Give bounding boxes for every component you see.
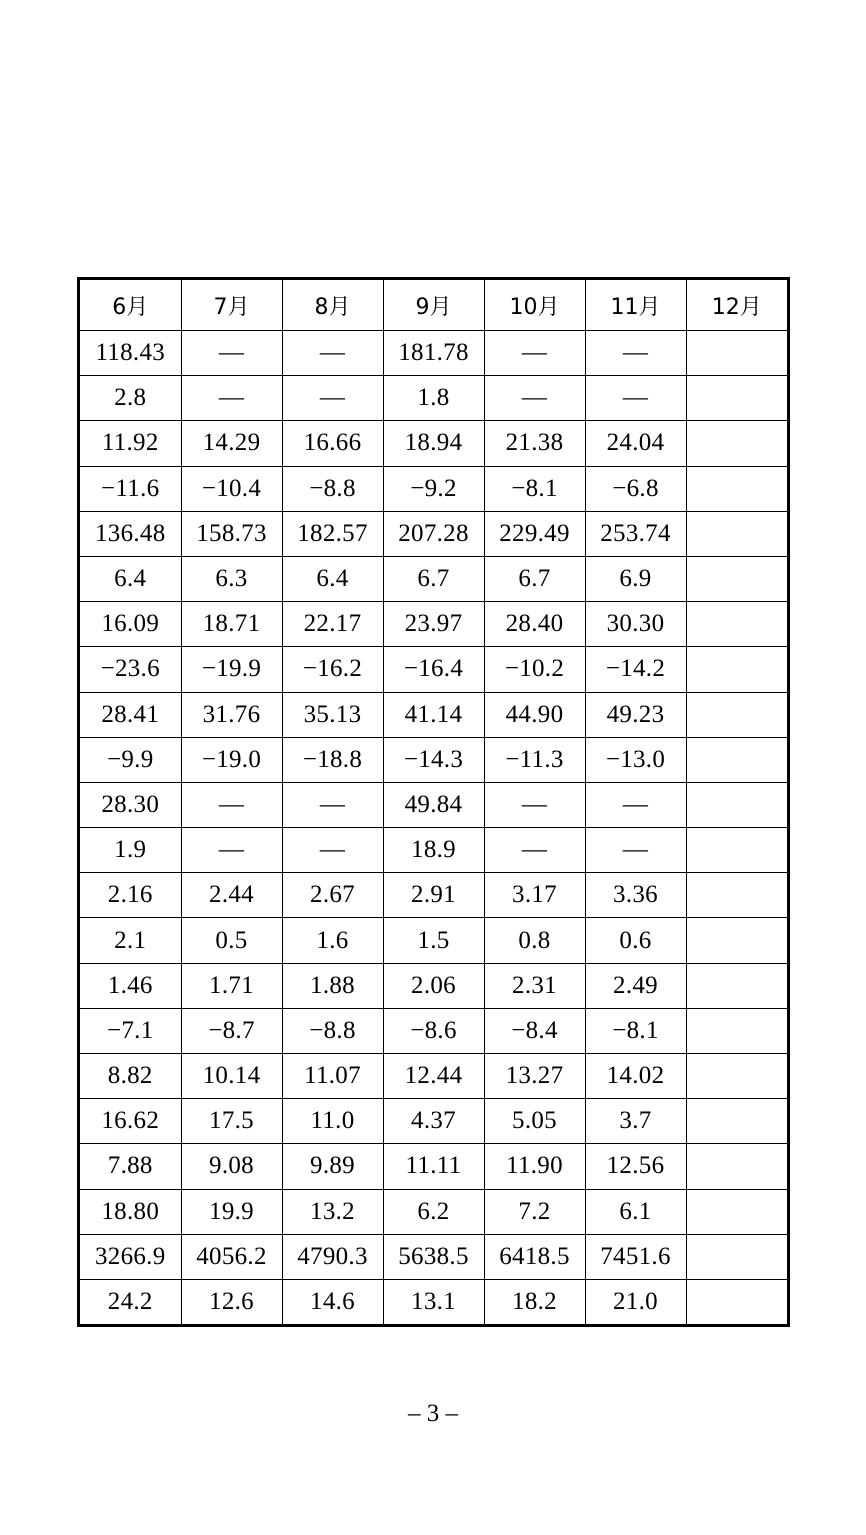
table-cell: 3.17 xyxy=(484,873,585,918)
table-row xyxy=(80,511,787,556)
table-cell: 30.30 xyxy=(585,602,686,647)
table-cell: 10.14 xyxy=(181,1054,282,1099)
table-cell: 2.8 xyxy=(80,376,181,421)
table-cell: 3266.9 xyxy=(80,1234,181,1279)
table-cell: 253.74 xyxy=(585,511,686,556)
table-cell: −8.7 xyxy=(181,1008,282,1053)
table-cell: 1.88 xyxy=(282,963,383,1008)
table-cell: 14.29 xyxy=(181,421,282,466)
table-cell xyxy=(686,647,787,692)
table-cell: 9.08 xyxy=(181,1144,282,1189)
table-cell: 6.4 xyxy=(80,556,181,601)
table-row xyxy=(80,782,787,827)
table-cell: 28.30 xyxy=(80,782,181,827)
table-cell: 41.14 xyxy=(383,692,484,737)
table-cell xyxy=(686,1234,787,1279)
table-cell xyxy=(686,782,787,827)
column-header: 12月 xyxy=(686,280,787,331)
table-cell: −10.4 xyxy=(181,466,282,511)
table-row xyxy=(80,421,787,466)
table-cell: 18.2 xyxy=(484,1279,585,1324)
table-row xyxy=(80,1189,787,1234)
table-row xyxy=(80,1144,787,1189)
table-row xyxy=(80,602,787,647)
table-cell: −8.8 xyxy=(282,466,383,511)
table-row xyxy=(80,873,787,918)
table-cell: — xyxy=(484,828,585,873)
table-row xyxy=(80,1008,787,1053)
table-cell: 2.44 xyxy=(181,873,282,918)
table-cell: 28.41 xyxy=(80,692,181,737)
table-cell: 4790.3 xyxy=(282,1234,383,1279)
table-cell: 6.3 xyxy=(181,556,282,601)
table-cell: 6.1 xyxy=(585,1189,686,1234)
table-cell: 24.2 xyxy=(80,1279,181,1324)
table-cell: −8.1 xyxy=(484,466,585,511)
table-cell: 1.6 xyxy=(282,918,383,963)
table-row xyxy=(80,1099,787,1144)
table-cell: 35.13 xyxy=(282,692,383,737)
table-cell: — xyxy=(181,828,282,873)
monthly-data-table-frame xyxy=(77,277,790,1327)
table-cell: — xyxy=(585,828,686,873)
table-cell: 11.90 xyxy=(484,1144,585,1189)
table-cell: 19.9 xyxy=(181,1189,282,1234)
table-cell xyxy=(686,1189,787,1234)
table-cell: 11.0 xyxy=(282,1099,383,1144)
column-header: 9月 xyxy=(383,280,484,331)
table-cell: 18.9 xyxy=(383,828,484,873)
table-cell: 7.2 xyxy=(484,1189,585,1234)
table-cell: 136.48 xyxy=(80,511,181,556)
table-cell: 12.56 xyxy=(585,1144,686,1189)
table-cell: 1.46 xyxy=(80,963,181,1008)
table-row xyxy=(80,963,787,1008)
table-cell: 4.37 xyxy=(383,1099,484,1144)
table-cell: 31.76 xyxy=(181,692,282,737)
table-cell: −8.1 xyxy=(585,1008,686,1053)
table-cell: 13.27 xyxy=(484,1054,585,1099)
table-cell: — xyxy=(585,782,686,827)
table-cell: −9.9 xyxy=(80,737,181,782)
table-row xyxy=(80,1279,787,1324)
header-row xyxy=(80,280,787,331)
table-cell xyxy=(686,963,787,1008)
table-cell: −8.4 xyxy=(484,1008,585,1053)
column-header: 10月 xyxy=(484,280,585,331)
table-cell: 181.78 xyxy=(383,331,484,376)
table-cell: 11.11 xyxy=(383,1144,484,1189)
table-cell: 18.80 xyxy=(80,1189,181,1234)
table-cell: 11.92 xyxy=(80,421,181,466)
table-cell: 13.2 xyxy=(282,1189,383,1234)
table-cell: 1.8 xyxy=(383,376,484,421)
table-cell xyxy=(686,376,787,421)
table-cell: — xyxy=(484,331,585,376)
table-cell: 12.44 xyxy=(383,1054,484,1099)
table-cell: 0.8 xyxy=(484,918,585,963)
table-row xyxy=(80,918,787,963)
table-cell xyxy=(686,1279,787,1324)
table-cell: −6.8 xyxy=(585,466,686,511)
table-cell: — xyxy=(181,782,282,827)
table-row xyxy=(80,376,787,421)
column-header: 7月 xyxy=(181,280,282,331)
table-cell: 8.82 xyxy=(80,1054,181,1099)
table-cell: −16.2 xyxy=(282,647,383,692)
table-cell: −11.3 xyxy=(484,737,585,782)
table-cell: 3.36 xyxy=(585,873,686,918)
table-cell xyxy=(686,421,787,466)
table-cell xyxy=(686,1144,787,1189)
table-cell: 6.4 xyxy=(282,556,383,601)
table-cell: — xyxy=(484,782,585,827)
table-cell: — xyxy=(585,331,686,376)
table-cell: 229.49 xyxy=(484,511,585,556)
table-cell: — xyxy=(282,376,383,421)
table-cell: −14.3 xyxy=(383,737,484,782)
table-cell: 12.6 xyxy=(181,1279,282,1324)
table-cell: 6418.5 xyxy=(484,1234,585,1279)
table-cell: — xyxy=(181,331,282,376)
table-cell xyxy=(686,556,787,601)
table-cell: 16.62 xyxy=(80,1099,181,1144)
table-cell: — xyxy=(282,828,383,873)
table-cell: 6.7 xyxy=(383,556,484,601)
column-header: 8月 xyxy=(282,280,383,331)
table-row xyxy=(80,331,787,376)
table-cell: — xyxy=(282,782,383,827)
table-row xyxy=(80,466,787,511)
table-cell xyxy=(686,1054,787,1099)
table-cell: 21.0 xyxy=(585,1279,686,1324)
table-cell: 18.71 xyxy=(181,602,282,647)
table-cell: — xyxy=(484,376,585,421)
table-cell: 17.5 xyxy=(181,1099,282,1144)
table-cell xyxy=(686,511,787,556)
table-cell xyxy=(686,1008,787,1053)
table-cell: 0.6 xyxy=(585,918,686,963)
table-cell: 1.9 xyxy=(80,828,181,873)
table-cell: 6.2 xyxy=(383,1189,484,1234)
table-row xyxy=(80,1234,787,1279)
table-cell: −19.0 xyxy=(181,737,282,782)
table-cell: −23.6 xyxy=(80,647,181,692)
table-cell: 5638.5 xyxy=(383,1234,484,1279)
table-row xyxy=(80,1054,787,1099)
table-cell: 22.17 xyxy=(282,602,383,647)
table-cell: 11.07 xyxy=(282,1054,383,1099)
table-cell: 13.1 xyxy=(383,1279,484,1324)
table-cell: 24.04 xyxy=(585,421,686,466)
table-row xyxy=(80,737,787,782)
table-cell: 44.90 xyxy=(484,692,585,737)
table-cell: 7451.6 xyxy=(585,1234,686,1279)
table-cell: 207.28 xyxy=(383,511,484,556)
table-cell xyxy=(686,918,787,963)
table-cell: 49.23 xyxy=(585,692,686,737)
table-cell: — xyxy=(585,376,686,421)
table-cell xyxy=(686,692,787,737)
table-cell: 23.97 xyxy=(383,602,484,647)
table-cell xyxy=(686,602,787,647)
table-row xyxy=(80,828,787,873)
table-cell: 2.06 xyxy=(383,963,484,1008)
table-cell xyxy=(686,331,787,376)
table-cell xyxy=(686,828,787,873)
table-cell: −19.9 xyxy=(181,647,282,692)
table-row xyxy=(80,692,787,737)
table-cell: 28.40 xyxy=(484,602,585,647)
table-cell: 21.38 xyxy=(484,421,585,466)
table-cell: 2.1 xyxy=(80,918,181,963)
table-body xyxy=(80,331,787,1325)
monthly-data-table xyxy=(80,280,787,1324)
table-row xyxy=(80,647,787,692)
table-cell: — xyxy=(282,331,383,376)
table-cell: −11.6 xyxy=(80,466,181,511)
table-cell: −9.2 xyxy=(383,466,484,511)
table-cell xyxy=(686,737,787,782)
table-cell: 14.02 xyxy=(585,1054,686,1099)
table-row xyxy=(80,556,787,601)
table-cell: 182.57 xyxy=(282,511,383,556)
table-cell: 2.49 xyxy=(585,963,686,1008)
table-cell: −8.8 xyxy=(282,1008,383,1053)
table-cell: 158.73 xyxy=(181,511,282,556)
table-header xyxy=(80,280,787,331)
table-cell: 118.43 xyxy=(80,331,181,376)
table-cell: 6.7 xyxy=(484,556,585,601)
table-cell: 0.5 xyxy=(181,918,282,963)
table-cell: 2.31 xyxy=(484,963,585,1008)
table-cell: 3.7 xyxy=(585,1099,686,1144)
table-cell: 16.66 xyxy=(282,421,383,466)
table-cell: 2.91 xyxy=(383,873,484,918)
table-cell: −14.2 xyxy=(585,647,686,692)
table-cell: 49.84 xyxy=(383,782,484,827)
table-cell: 9.89 xyxy=(282,1144,383,1189)
table-cell: −7.1 xyxy=(80,1008,181,1053)
table-cell: 2.16 xyxy=(80,873,181,918)
page-number: – 3 – xyxy=(408,1400,458,1427)
table-cell: 2.67 xyxy=(282,873,383,918)
table-cell: 1.5 xyxy=(383,918,484,963)
column-header: 6月 xyxy=(80,280,181,331)
table-cell xyxy=(686,466,787,511)
column-header: 11月 xyxy=(585,280,686,331)
table-cell: 7.88 xyxy=(80,1144,181,1189)
table-cell: −8.6 xyxy=(383,1008,484,1053)
table-cell: −10.2 xyxy=(484,647,585,692)
table-cell: −18.8 xyxy=(282,737,383,782)
table-cell: −16.4 xyxy=(383,647,484,692)
table-cell: 1.71 xyxy=(181,963,282,1008)
table-cell: −13.0 xyxy=(585,737,686,782)
table-cell: 16.09 xyxy=(80,602,181,647)
table-cell: 18.94 xyxy=(383,421,484,466)
table-cell xyxy=(686,873,787,918)
table-cell: 14.6 xyxy=(282,1279,383,1324)
table-cell: 4056.2 xyxy=(181,1234,282,1279)
table-cell: 5.05 xyxy=(484,1099,585,1144)
table-cell xyxy=(686,1099,787,1144)
table-cell: — xyxy=(181,376,282,421)
table-cell: 6.9 xyxy=(585,556,686,601)
